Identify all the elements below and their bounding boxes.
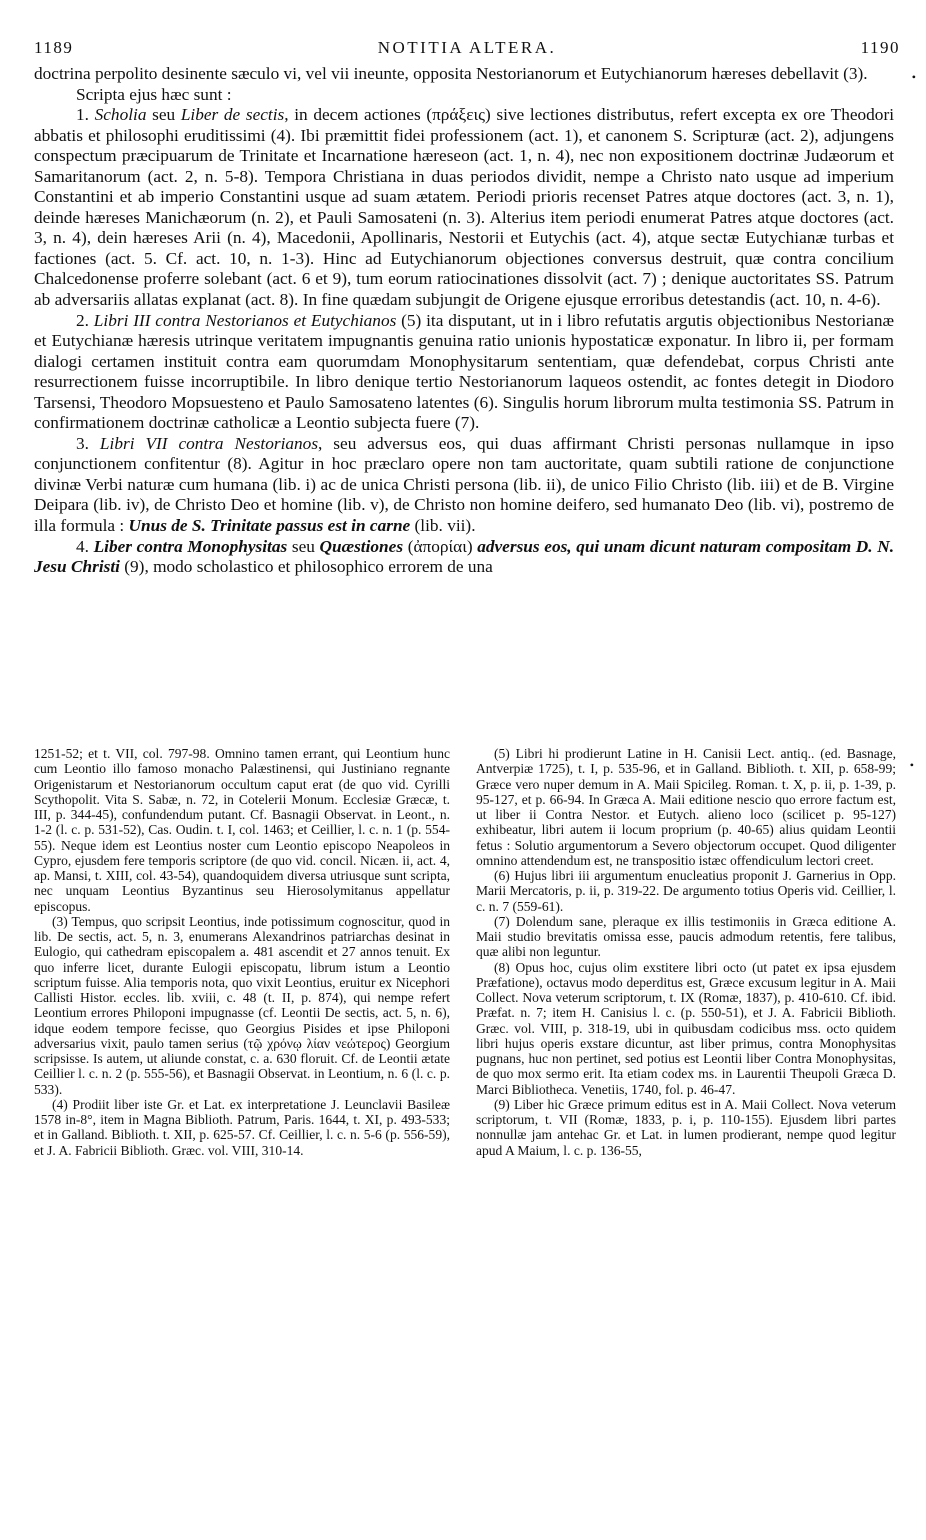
margin-mark-notes: • [909,758,914,772]
item-text: , seu adversus eos, qui duas affirmant Christi personas nullamque in ipso conjunctionem confitentur (8). Agitur in hoc præclaro opere non tam auctoritate, quam subtili ratione de conjunctione divinæ Verbi naturæ cum humana (lib. i) ac de unica Christi persona (lib. ii), de unico Filio Christo (lib. iii) et de B. Virgine Deipara (lib. iv), de Christo Deo et homine (lib. v), de Christo non homine deifero, sed humanato Deo (lib. vi), postremo de illa formula : [34,433,895,536]
work-title: Libri III contra Nestorianos et Eutychianos [93,310,397,330]
page-number-right: 1190 [860,38,900,57]
footnote-4: (4) Prodiit liber iste Gr. et Lat. ex interpretatione J. Leunclavii Basileæ 1578 in-8°, item in Magna Biblioth. Patrum, Paris. 1644, t. XI, p. 493-533; et in Galland. Biblioth. t. XII, p. 625-57. Cf. Ceillier, l. c. n. 5-6 (p. 556-59), et J. A. Fabricii Biblioth. Græc. vol. VIII, 310-14. [34,1096,450,1158]
item-text: (9), modo scholastico et philosophico errorem de una [119,557,493,577]
work-title: Liber de sectis [180,105,285,125]
footnote-5: (5) Libri hi prodierunt Latine in H. Canisii Lect. antiq.. (ed. Basnage, Antverpiæ 1725), t. I, p. 535-96, et in Galland. Biblioth. t. XII, p. 658-99; Græce vero nuper demum in A. Maii Spicileg. Roman. t. X, p. ii, p. 1-39, p. 95-127, et p. 66-94. In Græca A. Maii editione nescio quo errore factum est, ut liber ii Contra Nestor. et Eutych. alieno loco (scilicet p. 95-127) exhibeatur, libri autem ii locum proprium (p. 40-65) alius quidam Leontii fetus : Solutio argumentorum a Severo objectorum occupet. Quod diligenter omnino attendendum est, ne transpositio istæc offendiculum lectori creet. [476,746,896,868]
greek-term: (ἀπορίαι) [403,536,478,556]
main-text [34,64,894,578]
paragraph-scripta: Scripta ejus hæc sunt : [76,84,232,104]
footnote-9: (9) Liber hic Græce primum editus est in A. Maii Collect. Nova veterum scriptorum, t. VII (Romæ, 1833, p. i, p. 110-155). Ejusdem libri partes nonnullæ jam antehac Gr. et Lat. in lumen prodierant, nempe quod legitur apud A Maium, l. c. p. 136-55, [476,1096,896,1158]
item-text: , in decem actiones (πράξεις) sive lectiones distributus, refert excepta ex ore Theodori abbatis et philosophi eruditissimi (4). Ibi præmittit fidei professionem (act. 1), et canonem S. Scripturæ (act. 2), adjungens conspectum præcipuarum de Trinitate et Incarnatione hæreseon (act. 1, n. 4), nec non expositionem doctrinæ Judæorum et Samaritanorum (act. 2, n. 5-8). Tempora Christiana in duas periodos dividit, nempe a Christo nato usque ad imperium Constantini et ab imperio Constantini usque ad suam ætatem. Periodi prioris recenset Patres atque doctores (act. 3, n. 1), deinde hæreses Manichæorum (n. 2), et Pauli Samosateni (n. 3). Alterius item periodi enumerat Patres atque doctores (act. 3, n. 4), dein hæreses Arii (n. 4), Macedonii, Apollinaris, Nestorii et Eutychis (act. 4), atque sectæ Eutychianæ turbas et factiones (act. 5. Cf. act. 10, n. 1-3). Hinc ad Eutychianorum objectiones conversus destruit, quæ contra concilium Chalcedonense proferre solebant (act. 6 et 9), tum eorum ratiocinationes dissolvit (act. 7) ; denique auctoritates SS. Patrum ab adversariis allatas explanat (act. 8). In fine quædam subjungit de Origene ejusque erroribus detestandis (act. 10, n. 4-6). [34,105,894,310]
work-title: Quæstiones [319,536,404,556]
item-number: 2. [76,310,89,330]
footnote-3: (3) Tempus, quo scripsit Leontius, inde potissimum cognoscitur, quod in lib. De sectis, act. 5, n. 3, enumerans Alexandrinos patriarchas desinat in Eulogio, qui cathedram episcopalem a. 481 ascendit et 27 annos tenuit. Ex quo inferre licet, durante Eulogii episcopatu, librum istum a Leontio scriptum fuisse. Alia temporis nota, quo vixit Leontius, eruitur ex Nicephori Callisti Histor. eccles. lib. xviii, c. 48 (t. II, p. 874), qui nempe refert Leontium errores Philoponi impugnasse (cf. Leontii De sectis, act. 5, n. 6), idque eodem tempore fecisse, quo Georgius Pisides et ipse Philoponi adversarius vixit, paulo tamen serius (τῷ χρόνῳ λίαν νεώτερος) Georgium scripsisse. Is autem, ut aliunde constat, c. a. 630 floruit. Cf. de Leontii ætate Ceillier l. c. n. 2 (p. 555-56), et Basnagii Observat. in Leontium, n. 6 (l. c. p. 533). [34,913,450,1097]
work-title: Scholia [94,105,147,125]
paragraph-item-2 [34,311,894,434]
margin-mark-top: • [911,70,916,84]
paragraph-intro: doctrina perpolito desinente sæculo vi, vel vii ineunte, opposita Nestorianorum et Eutychianorum hæreses debellavit (3). [34,64,868,83]
running-title: NOTITIA ALTERA. [377,38,557,57]
footnotes-left-column [34,746,450,1158]
paragraph-item-1 [34,105,894,310]
footnote-6: (6) Hujus libri iii argumentum enucleatius proponit J. Garnerius in Opp. Marii Mercatoris, p. ii, p. 319-22. De argumento totius Operis vid. Ceillier, l. c. n. 7 (559-61). [476,868,896,914]
footnotes-right-column [476,746,896,1158]
paragraph-item-4 [34,537,894,578]
item-text: (lib. vii). [410,516,476,536]
page-header [34,38,900,60]
formula-quote: Unus de S. Trinitate passus est in carne [128,516,411,536]
paragraph-item-3 [34,434,894,537]
item-number: 4. [76,536,89,556]
item-text: seu [146,105,181,125]
item-number: 3. [76,433,89,453]
item-text: seu [287,536,320,556]
footnote-continuation: 1251-52; et t. VII, col. 797-98. Omnino tamen errant, qui Leontium hunc cum Leontio illo famoso monacho Palæstinensi, qui Justiniano regnante Origenistarum et Nestorianorum occultum caput erat (de quo vid. Cyrilli Scythopolit. Vita S. Sabæ, n. 72, in Cotelerii Monum. Ecclesiæ Græcæ, t. III, p. 344-45), confundendum putant. Cf. Basnagii Observat. in Leont., n. 1-2 (l. c. p. 531-52), Cas. Oudin. t. I, col. 1463; et Ceillier, l. c. n. 1 (p. 554-55). Neque idem est Leontius noster cum Leontio episcopo Neapoleos in Cypro, ejusdem fere temporis scriptore (de quo vid. concil. Nicæn. ii, act. 4, ap. Mansi, t. XIII, col. 43-54), quandoquidem diversa utriusque sunt scripta, nec unquam Leontius Byzantinus seu Hierosolymitanus appellatur episcopus. [34,746,450,914]
item-number: 1. [76,105,89,125]
footnote-7: (7) Dolendum sane, pleraque ex illis testimoniis in Græca editione A. Maii studio brevitatis omissa esse, paucis admodum retentis, fere talibus, quæ alibi non leguntur. [476,913,896,960]
work-title: Liber contra Monophysitas [93,536,288,556]
footnote-8: (8) Opus hoc, cujus olim exstitere libri octo (ut patet ex ipsa ejusdem Præfatione), octavus modo deperditus est, Græce excusum legitur in A. Maii Collect. Nova veterum scriptorum, t. IX (Romæ, 1837), p. 410-610. Cf. ibid. Præfat. n. 7; item H. Canisius l. c. (p. 550-51), et J. A. Fabricii Biblioth. Græc. vol. VIII, p. 318-19, ubi in quibusdam codicibus mss. octo quidem libri hujus operis exstare dicuntur, ast liber primus, contra Monophysitas pugnans, huc non pertinet, sed potius est Leontii liber Contra Monophysitas, de quo mox sermo erit. Ita etiam codex ms. in Laurentii Theupoli Græca D. Marci Bibliotheca. Venetiis, 1740, fol. p. 46-47. [476,959,896,1097]
page-number-left: 1189 [34,38,74,57]
item-text: (5) ita disputant, ut in i libro refutatis argutis objectionibus Nestorianæ et Eutychianæ hæresis utrinque veritatem impugnantis genuina ratio unionis hypostaticæ exponatur. In libro ii, per formam dialogi certamen instituit contra eam quorumdam Monophysitarum sententiam, quæ defendebat, corpus Christi ante resurrectionem fuisse incorruptibile. In libro denique tertio Nestorianorum laqueos ostendit, ac fontes detegit in Diodoro Tarsensi, Theodoro Mopsuesteno et Paulo Samosateno latentes (6). Singulis horum librorum multa testimonia SS. Patrum in confirmationem doctrinæ catholicæ a Leontio subjecta fuere (7). [34,310,894,433]
work-title: Libri VII contra Nestorianos [99,433,319,453]
work-subtitle: adversus eos, qui unam dicunt naturam compositam D. N. Jesu Christi [34,536,895,577]
